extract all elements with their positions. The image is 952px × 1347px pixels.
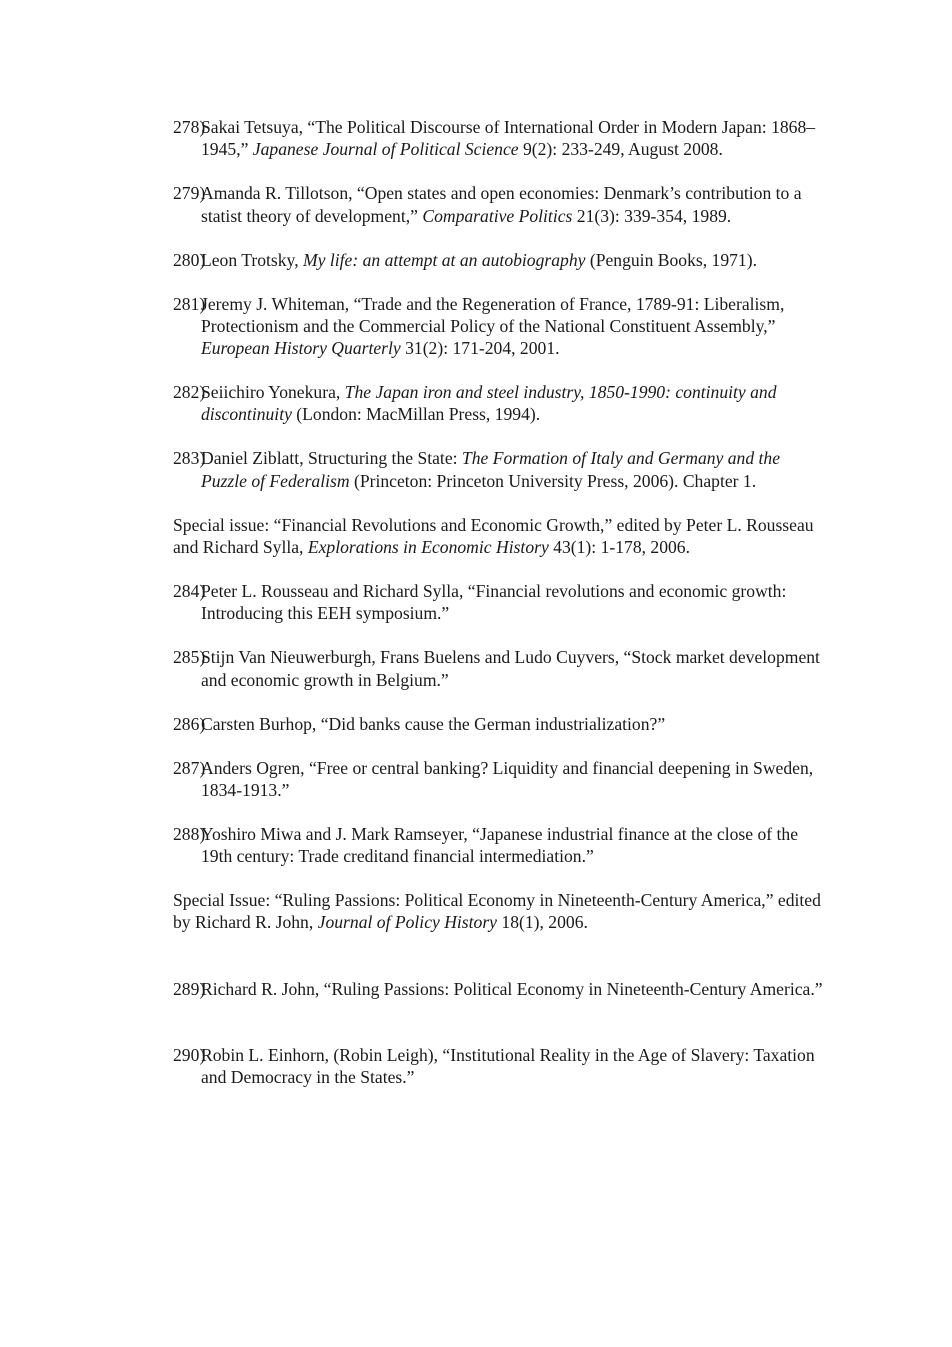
entry-text: Leon Trotsky, (201, 249, 303, 270)
entry-text: Daniel Ziblatt, Structuring the State: (201, 448, 462, 469)
bibliography-entry (173, 293, 823, 360)
special-issue-heading (173, 514, 823, 559)
bibliography-entry (173, 381, 823, 426)
bibliography-entry (173, 249, 823, 271)
entry-text: (London: MacMillan Press, 1994). (291, 404, 541, 425)
entry-text: Amanda R. Tillotson, “Open states and open economies: Denmark’s contribution to a statist theory of development,” (201, 183, 802, 226)
bibliography-entry (173, 1044, 823, 1089)
bibliography-entry (173, 646, 823, 691)
entry-number: 283 ) (173, 447, 205, 469)
entry-number: 282 ) (173, 381, 205, 403)
entry-number: 280 ) (173, 249, 205, 271)
entry-text: Sakai Tetsuya, “The Political Discourse of International Order in Modern Japan: 1868–1945,” (201, 117, 816, 160)
entry-text: Jeremy J. Whiteman, “Trade and the Regeneration of France, 1789-91: Liberalism, Protectionism and the Commercial Policy of the National Constituent Assembly,” (201, 293, 785, 336)
special-issue-journal: Journal of Policy History (317, 912, 497, 933)
bibliography-entry (173, 823, 823, 868)
entry-number: 281 ) (173, 293, 205, 315)
bibliography-entry (173, 447, 823, 492)
bibliography-entry (173, 713, 823, 735)
entry-number: 288 ) (173, 823, 205, 845)
entry-number: 284 ) (173, 580, 205, 602)
entry-text: 21(3): 339-354, 1989. (572, 205, 732, 226)
entry-text: Carsten Burhop, “Did banks cause the German industrialization?” (201, 713, 666, 734)
entry-text: (Penguin Books, 1971). (585, 249, 757, 270)
entry-text: Seiichiro Yonekura, (201, 382, 345, 403)
special-issue-text: 18(1), 2006. (497, 912, 588, 933)
entry-number: 286 ) (173, 713, 205, 735)
bibliography-entry (173, 757, 823, 802)
bibliography-page (173, 116, 823, 1110)
special-issue-heading (173, 889, 823, 934)
entry-number: 290 ) (173, 1044, 205, 1066)
entry-text: Richard R. John, “Ruling Passions: Political Economy in Nineteenth-Century America.” (201, 978, 823, 999)
special-issue-text: 43(1): 1-178, 2006. (548, 536, 691, 557)
special-issue-journal: Explorations in Economic History (307, 536, 549, 557)
special-issue-text: Special Issue: “Ruling Passions: Political Economy in Nineteenth-Century America,” edited by Richard R. John, (173, 890, 821, 933)
entry-text: Anders Ogren, “Free or central banking? Liquidity and financial deepening in Sweden, 1834-1913.” (201, 757, 814, 800)
entry-title: The Japan iron and steel industry, 1850-1990: continuity and discontinuity (201, 382, 777, 425)
entry-number: 289 ) (173, 978, 205, 1000)
entry-text: Robin L. Einhorn, (Robin Leigh), “Institutional Reality in the Age of Slavery: Taxation and Democracy in the States.” (201, 1044, 815, 1088)
entry-title: European History Quarterly (201, 338, 401, 359)
entry-title: The Formation of Italy and Germany and the Puzzle of Federalism (201, 448, 781, 491)
bibliography-entry (173, 182, 823, 227)
entry-text: Peter L. Rousseau and Richard Sylla, “Financial revolutions and economic growth: Introducing this EEH symposium.” (201, 580, 787, 624)
entry-text: Yoshiro Miwa and J. Mark Ramseyer, “Japanese industrial finance at the close of the 19th century: Trade creditand financial intermediation.” (201, 823, 799, 867)
special-issue-text: Special issue: “Financial Revolutions and Economic Growth,” edited by Peter L. Rousseau and Richard Sylla, (173, 514, 814, 557)
entry-text: (Princeton: Princeton University Press, 2006). Chapter 1. (349, 470, 757, 491)
bibliography-entry (173, 580, 823, 625)
entry-title: Japanese Journal of Political Science (252, 139, 519, 160)
bibliography-entry (173, 116, 823, 161)
entry-number: 279 ) (173, 182, 205, 204)
entry-number: 285 ) (173, 646, 205, 668)
entry-title: My life: an attempt at an autobiography (303, 249, 586, 270)
entry-number: 278 ) (173, 116, 205, 138)
entry-text: 9(2): 233-249, August 2008. (518, 139, 723, 160)
entry-number: 287 ) (173, 757, 205, 779)
entry-text: Stijn Van Nieuwerburgh, Frans Buelens and Ludo Cuyvers, “Stock market development and economic growth in Belgium.” (201, 647, 820, 690)
bibliography-entry (173, 978, 823, 1000)
entry-text: 31(2): 171-204, 2001. (400, 338, 560, 359)
entry-title: Comparative Politics (422, 205, 573, 226)
